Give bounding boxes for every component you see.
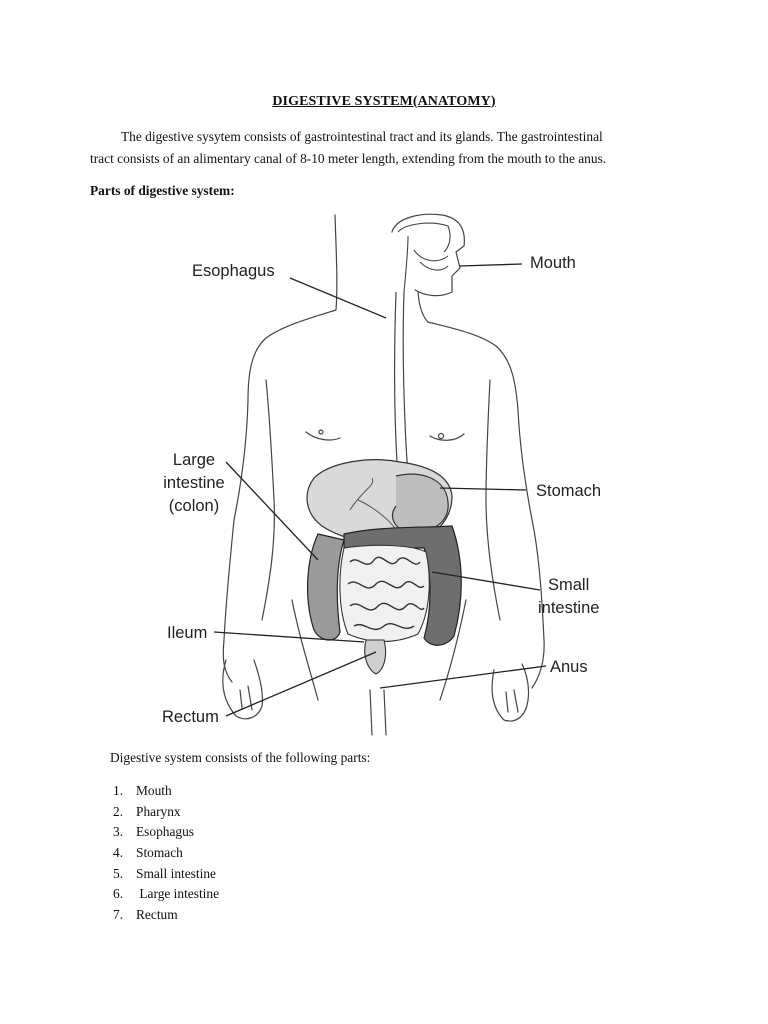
- digestive-system-illustration: [155, 208, 625, 738]
- list-item-number: 5.: [113, 865, 124, 881]
- list-item-number: 1.: [113, 783, 124, 798]
- ileum-leader-line: [214, 632, 364, 642]
- label-mouth: Mouth: [530, 254, 576, 272]
- list-item-number: 3.: [113, 824, 124, 840]
- list-item: [113, 781, 219, 802]
- section-heading: Parts of digestive system:: [90, 183, 235, 198]
- list-item-label: Pharynx: [136, 803, 181, 819]
- label-small-intestine-line-2: intestine: [538, 599, 600, 617]
- stomach-leader-line: [440, 488, 526, 490]
- label-small-intestine-line-1: Small: [548, 576, 590, 594]
- label-esophagus: Esophagus: [192, 262, 275, 280]
- list-item-number: 7.: [113, 907, 124, 923]
- label-rectum: Rectum: [162, 708, 219, 726]
- parts-list: [113, 781, 219, 926]
- mouth-cavity: [398, 223, 450, 292]
- label-anus: Anus: [550, 658, 588, 676]
- rectum-leader-line: [226, 652, 376, 716]
- list-item: [113, 864, 219, 885]
- list-item-label: Large intestine: [136, 886, 220, 902]
- list-item-number: 2.: [113, 803, 124, 819]
- list-item: [113, 802, 219, 823]
- list-item-label: Esophagus: [136, 824, 195, 840]
- parts-list-intro: Digestive system consists of the following parts:: [110, 750, 371, 765]
- list-item-number: 4.: [113, 845, 124, 861]
- list-item-number: 6.: [113, 886, 124, 902]
- list-item: [113, 843, 219, 864]
- label-stomach: Stomach: [536, 482, 602, 500]
- list-item: [113, 822, 219, 843]
- large-intestine-leader-line: [226, 462, 318, 560]
- list-item: [113, 905, 219, 926]
- mouth-leader-line: [460, 264, 522, 266]
- digestive-system-diagram: [155, 208, 625, 738]
- intro-line-2: tract consists of an alimentary canal of 8-10 meter length, extending from the mouth to the anus.: [90, 151, 607, 166]
- label-ileum: Ileum: [167, 624, 208, 642]
- list-item-label: Small intestine: [136, 865, 216, 881]
- intro-line-1: The digestive sysytem consists of gastrointestinal tract and its glands. The gastrointestinal: [121, 129, 603, 144]
- esophagus-leader-line: [290, 278, 386, 318]
- intro-paragraph: [90, 126, 690, 170]
- anus-leader-line: [380, 666, 546, 688]
- document-title: DIGESTIVE SYSTEM(ANATOMY): [272, 94, 496, 109]
- rectum-organ: [365, 640, 386, 674]
- label-large-intestine-line-3: (colon): [168, 497, 220, 515]
- list-item-label: Rectum: [136, 907, 178, 923]
- small-intestine: [340, 545, 429, 641]
- list-item-label: Stomach: [136, 845, 183, 861]
- list-item-label: Mouth: [136, 783, 172, 798]
- label-large-intestine-line-2: intestine: [163, 474, 225, 492]
- esophagus-tube: [395, 292, 408, 478]
- list-item: [113, 884, 219, 905]
- label-large-intestine-line-1: Large: [172, 451, 216, 469]
